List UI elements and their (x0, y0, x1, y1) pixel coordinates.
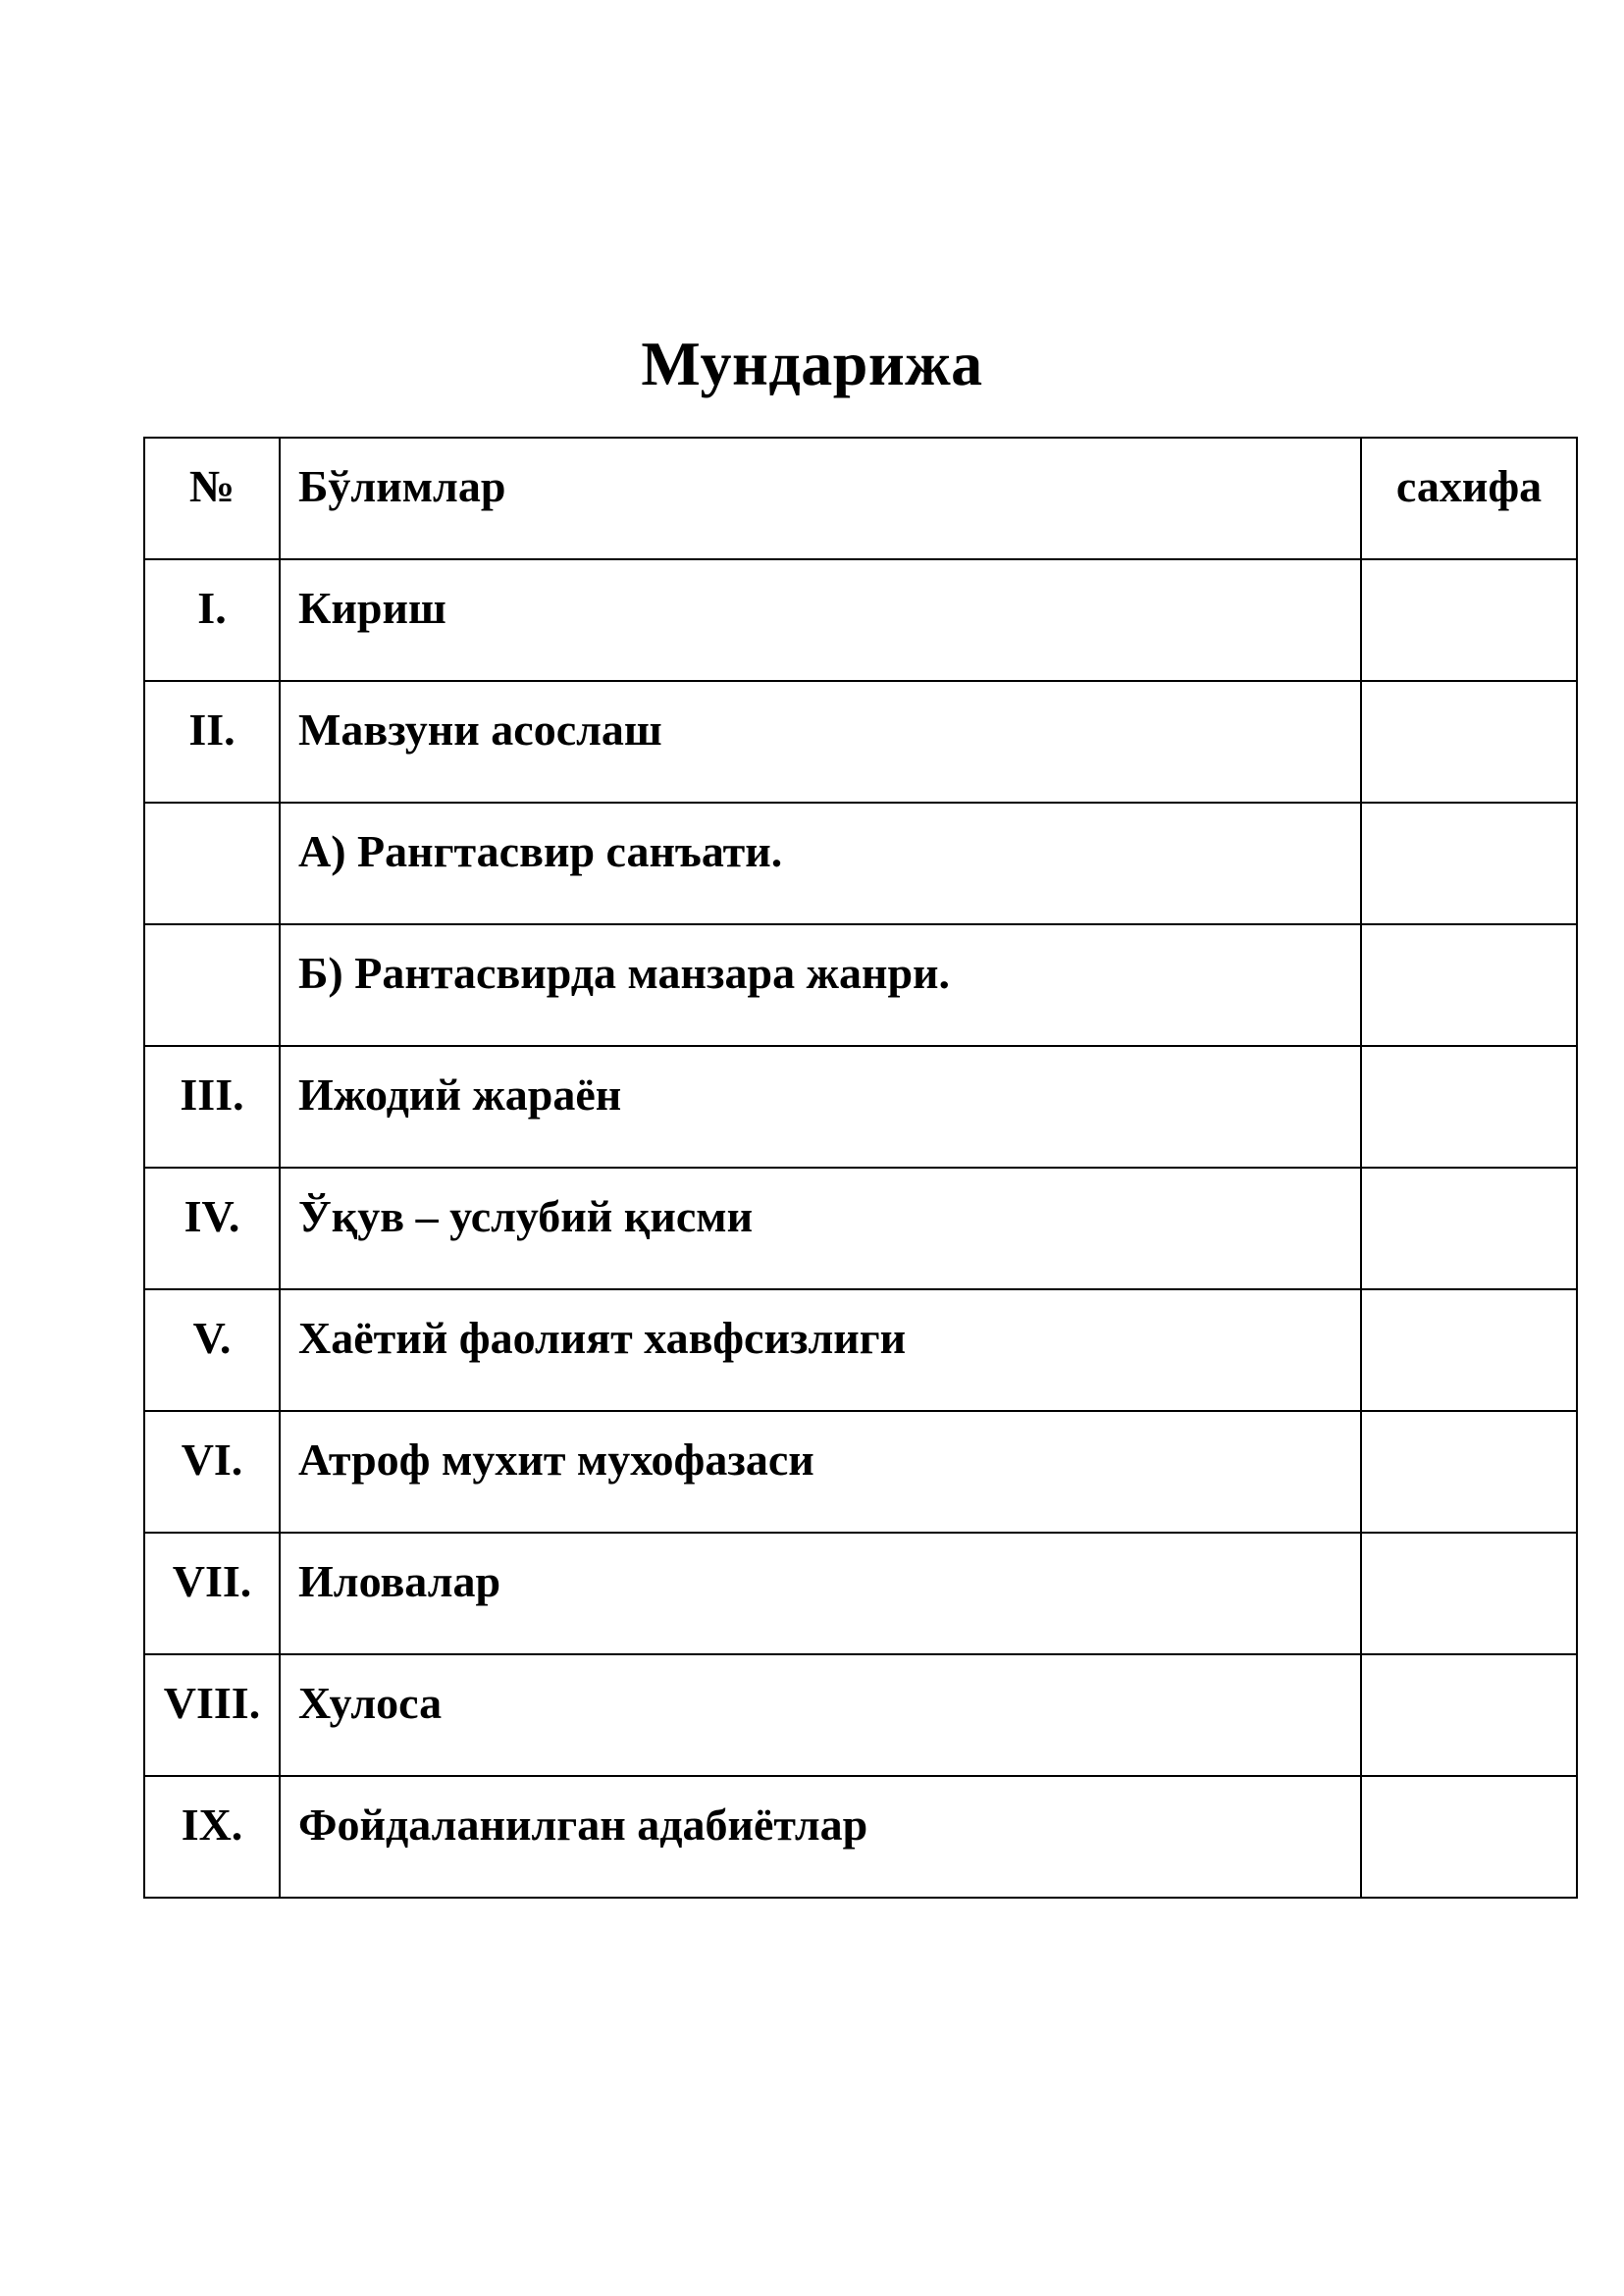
row-page-cell (1361, 559, 1577, 681)
row-page-cell (1361, 1046, 1577, 1168)
row-page-cell (1361, 1654, 1577, 1776)
row-section-title-cell (280, 1289, 1361, 1411)
header-number-label: № (188, 461, 236, 511)
row-page (1362, 1777, 1576, 1802)
table-row (144, 1654, 1577, 1776)
row-number-cell (144, 559, 280, 681)
row-number-cell (144, 1046, 280, 1168)
row-page-cell (1361, 681, 1577, 803)
table-row (144, 803, 1577, 924)
row-page (1362, 1534, 1576, 1559)
table-row (144, 1289, 1577, 1411)
row-number: VII. (172, 1556, 252, 1606)
row-number: IX. (181, 1800, 243, 1850)
header-section-label: Бўлимлар (298, 461, 506, 511)
row-section-title: Ижодий жараён (298, 1070, 622, 1120)
table-row (144, 1046, 1577, 1168)
row-number-cell (144, 1289, 280, 1411)
row-number: I. (197, 583, 227, 633)
row-section-title-cell (280, 1533, 1361, 1654)
table-row (144, 1776, 1577, 1898)
row-number-cell (144, 803, 280, 924)
row-section-title-cell (280, 559, 1361, 681)
row-section-title: Кириш (298, 583, 446, 633)
row-page (1362, 682, 1576, 707)
row-section-title-cell (280, 1776, 1361, 1898)
row-page-cell (1361, 1776, 1577, 1898)
row-page (1362, 925, 1576, 951)
row-section-title-cell (280, 1168, 1361, 1289)
row-number-cell (144, 924, 280, 1046)
row-number-cell (144, 1411, 280, 1533)
row-section-title: Мавзуни асослаш (298, 704, 662, 755)
row-section-title: Б) Рантасвирда манзара жанри. (298, 948, 951, 998)
toc-body (144, 438, 1577, 1898)
row-section-title-cell (280, 1411, 1361, 1533)
row-section-title-cell (280, 1046, 1361, 1168)
row-number-cell (144, 681, 280, 803)
row-page (1362, 1655, 1576, 1681)
row-page (1362, 560, 1576, 586)
row-number-cell (144, 1654, 280, 1776)
row-section-title-cell (280, 1654, 1361, 1776)
row-section-title: Хаётий фаолият хавфсизлиги (298, 1313, 907, 1363)
table-of-contents (143, 437, 1578, 1899)
table-row (144, 1411, 1577, 1533)
row-number-cell (144, 1168, 280, 1289)
row-number-cell (144, 1533, 280, 1654)
header-section-cell (280, 438, 1361, 559)
row-page (1362, 1047, 1576, 1072)
row-number: VI. (181, 1435, 243, 1485)
row-section-title: Иловалар (298, 1556, 501, 1606)
table-row (144, 559, 1577, 681)
table-row (144, 1168, 1577, 1289)
row-number: II. (188, 704, 236, 755)
row-page-cell (1361, 1289, 1577, 1411)
header-page-cell (1361, 438, 1577, 559)
row-page-cell (1361, 1168, 1577, 1289)
row-section-title: Ўқув – услубий қисми (298, 1191, 754, 1241)
row-section-title: Хулоса (298, 1678, 443, 1728)
row-section-title-cell (280, 681, 1361, 803)
row-number: VIII. (163, 1678, 261, 1728)
row-section-title-cell (280, 924, 1361, 1046)
row-number: III. (180, 1070, 244, 1120)
table-row (144, 924, 1577, 1046)
row-page-cell (1361, 1533, 1577, 1654)
row-page (1362, 1412, 1576, 1437)
table-header-row (144, 438, 1577, 559)
header-page-label: сахифа (1395, 461, 1543, 511)
row-section-title-cell (280, 803, 1361, 924)
page-title: Мундарижа (641, 328, 983, 398)
table-row (144, 681, 1577, 803)
header-number-cell (144, 438, 280, 559)
row-section-title: Фойдаланилган адабиётлар (298, 1800, 868, 1850)
row-number: V. (192, 1313, 232, 1363)
row-section-title: Атроф мухит мухофазаси (298, 1435, 814, 1485)
row-number: IV. (183, 1191, 240, 1241)
row-page-cell (1361, 1411, 1577, 1533)
row-page-cell (1361, 924, 1577, 1046)
row-page (1362, 1169, 1576, 1194)
row-section-title: А) Рангтасвир санъати. (298, 826, 783, 876)
row-page (1362, 804, 1576, 829)
row-number (145, 804, 279, 829)
row-number (145, 925, 279, 951)
row-page (1362, 1290, 1576, 1316)
row-number-cell (144, 1776, 280, 1898)
table-row (144, 1533, 1577, 1654)
row-page-cell (1361, 803, 1577, 924)
